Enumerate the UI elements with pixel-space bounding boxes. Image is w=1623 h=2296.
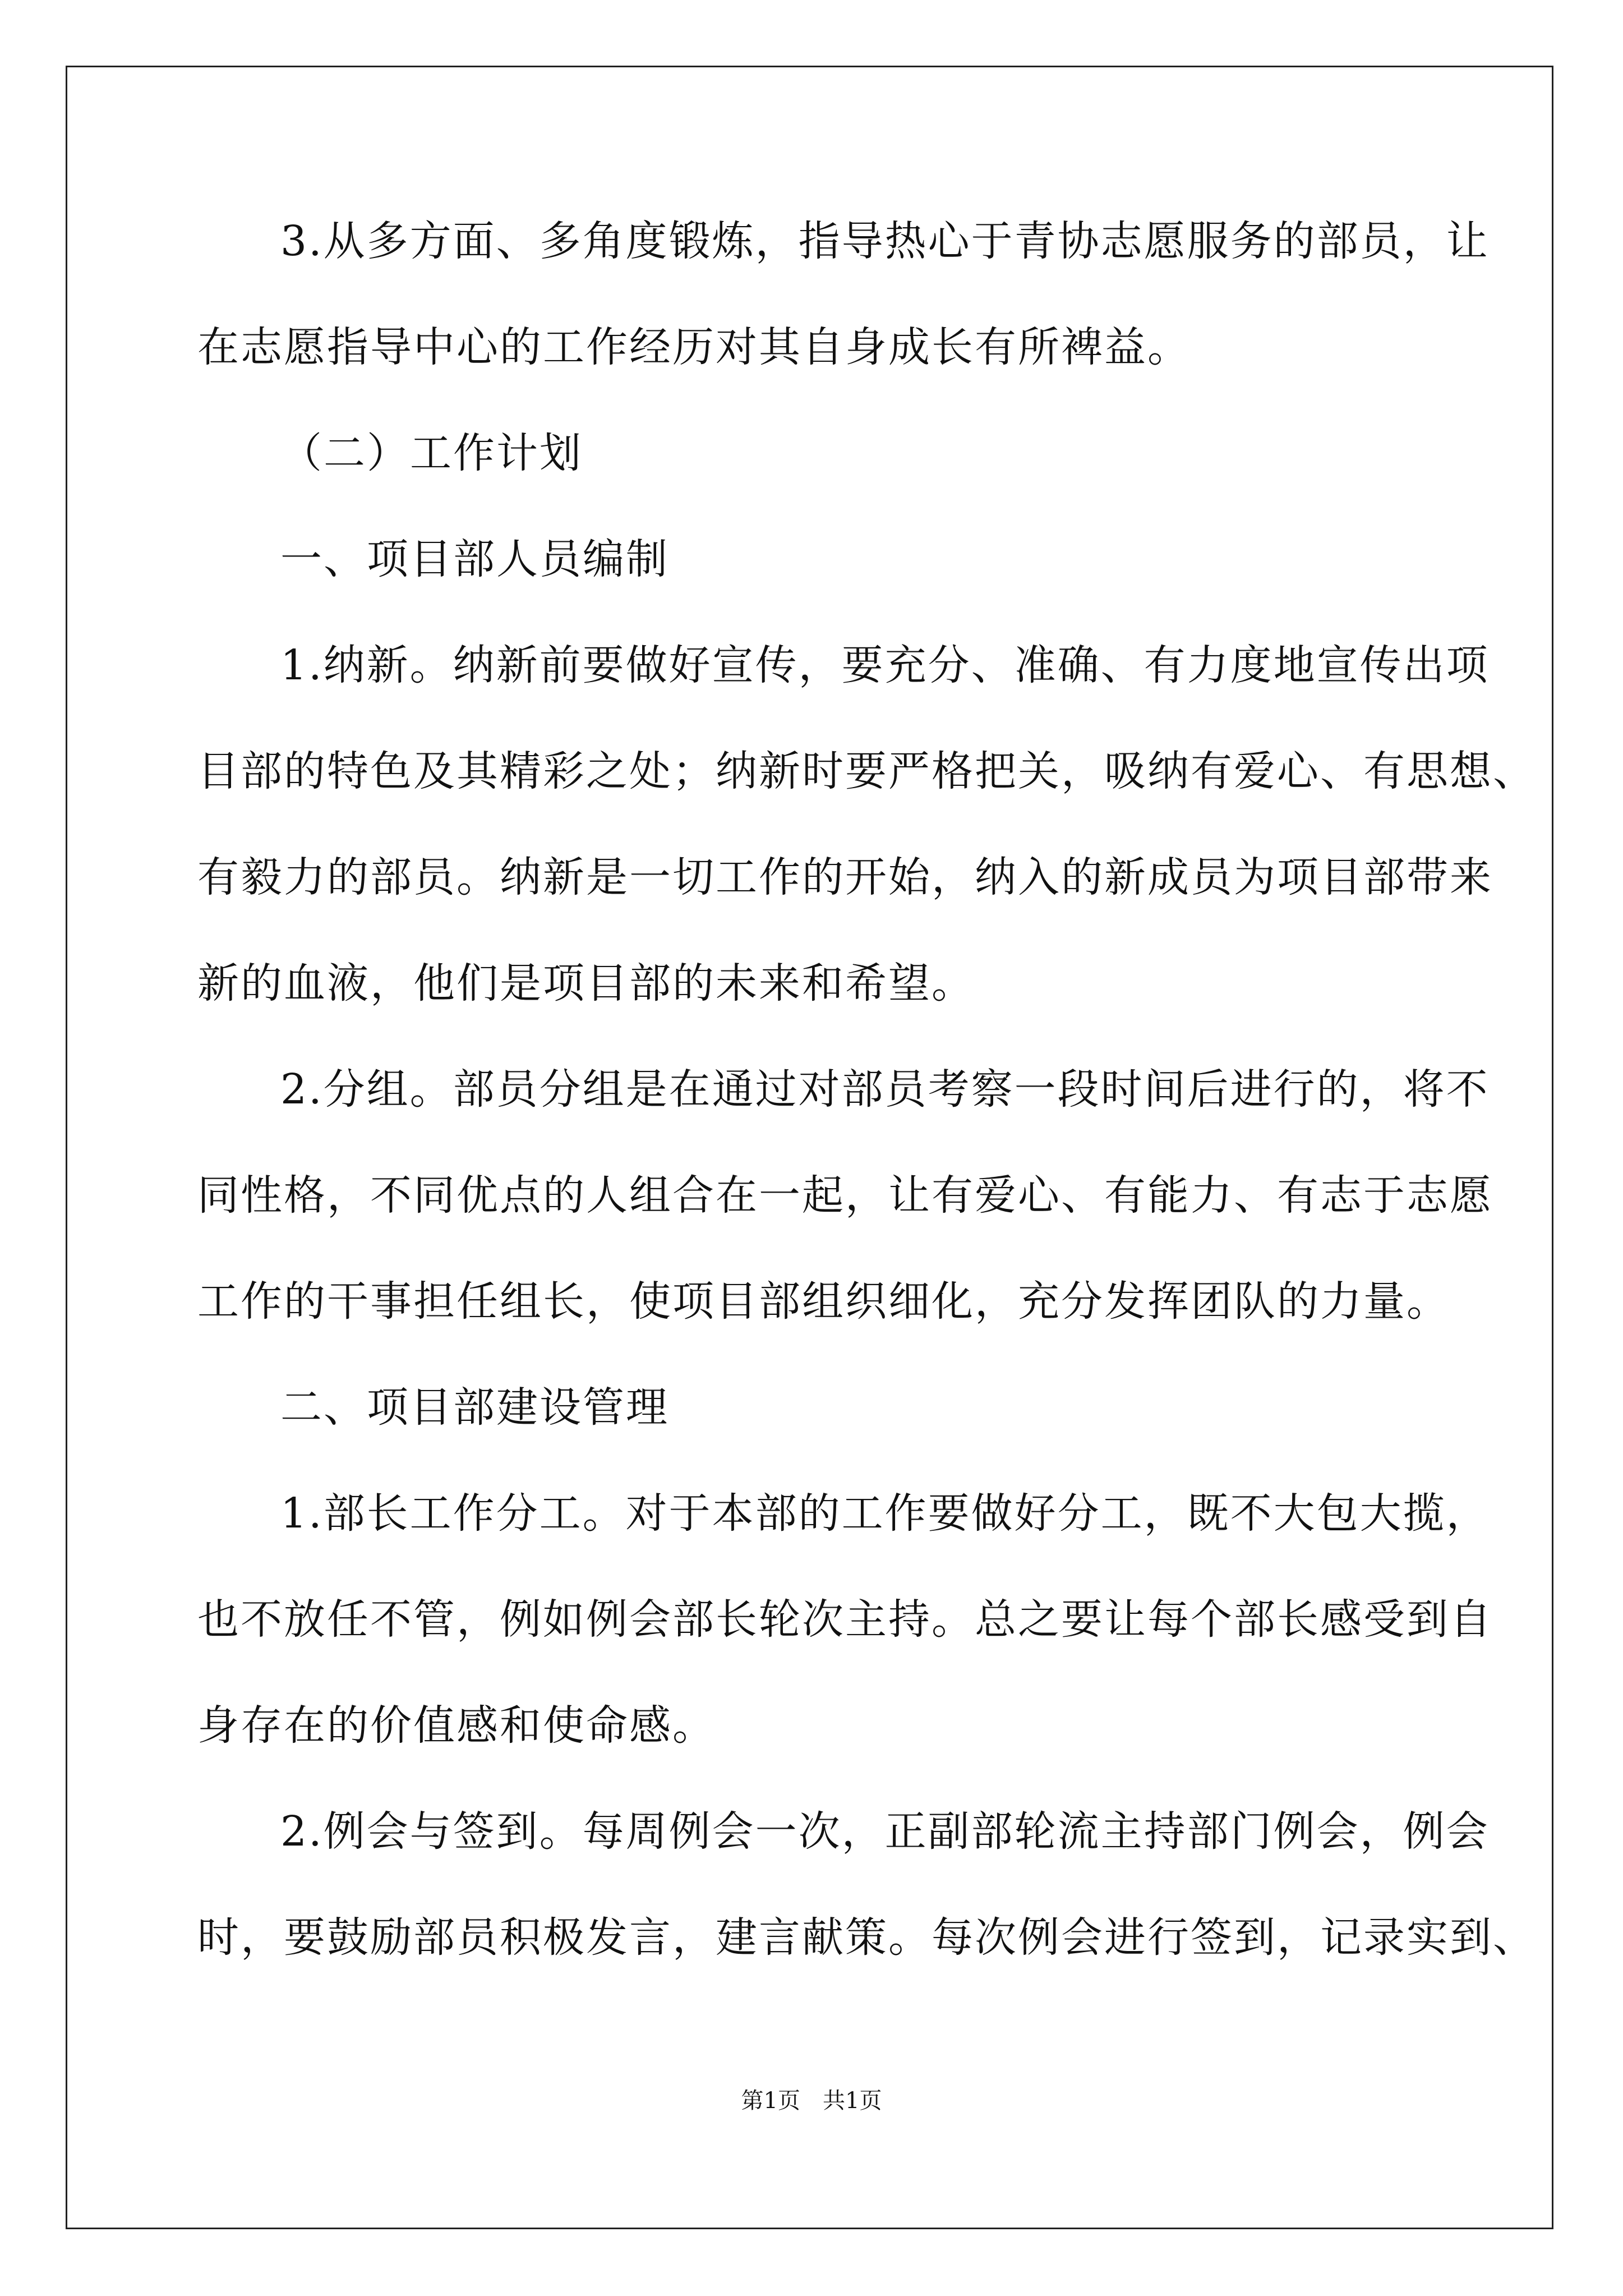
text-line: 时，要鼓励部员积极发言，建言献策。每次例会进行签到，记录实到、 <box>197 1913 1536 1962</box>
text-line: 新的血液，他们是项目部的未来和希望。 <box>197 959 975 1007</box>
text-line: 1.部长工作分工。对于本部的工作要做好分工，既不大包大揽， <box>280 1489 1490 1538</box>
text-line: 2.例会与签到。每周例会一次，正副部轮流主持部门例会，例会 <box>280 1807 1490 1856</box>
text-line: 在志愿指导中心的工作经历对其自身成长有所裨益。 <box>197 323 1191 371</box>
section-heading: （二）工作计划 <box>280 429 583 477</box>
page-footer: 第1页 共1页 <box>741 2088 882 2114</box>
text-line: 工作的干事担任组长，使项目部组织细化，充分发挥团队的力量。 <box>197 1277 1450 1326</box>
text-line: 同性格，不同优点的人组合在一起，让有爱心、有能力、有志于志愿 <box>197 1171 1493 1220</box>
text-line: 有毅力的部员。纳新是一切工作的开始，纳入的新成员为项目部带来 <box>197 853 1493 901</box>
text-line: 也不放任不管，例如例会部长轮次主持。总之要让每个部长感受到自 <box>197 1595 1493 1644</box>
section-heading: 二、项目部建设管理 <box>280 1383 669 1432</box>
text-line: 2.分组。部员分组是在通过对部员考察一段时间后进行的，将不 <box>280 1065 1490 1114</box>
text-line: 3.从多方面、多角度锻炼，指导热心于青协志愿服务的部员，让 <box>280 217 1490 265</box>
text-line: 身存在的价值感和使命感。 <box>197 1701 716 1750</box>
text-line: 1.纳新。纳新前要做好宣传，要充分、准确、有力度地宣传出项 <box>280 641 1490 689</box>
text-line: 目部的特色及其精彩之处；纳新时要严格把关，吸纳有爱心、有思想、 <box>197 747 1536 795</box>
section-heading: 一、项目部人员编制 <box>280 535 669 583</box>
page-border <box>66 66 1553 2229</box>
